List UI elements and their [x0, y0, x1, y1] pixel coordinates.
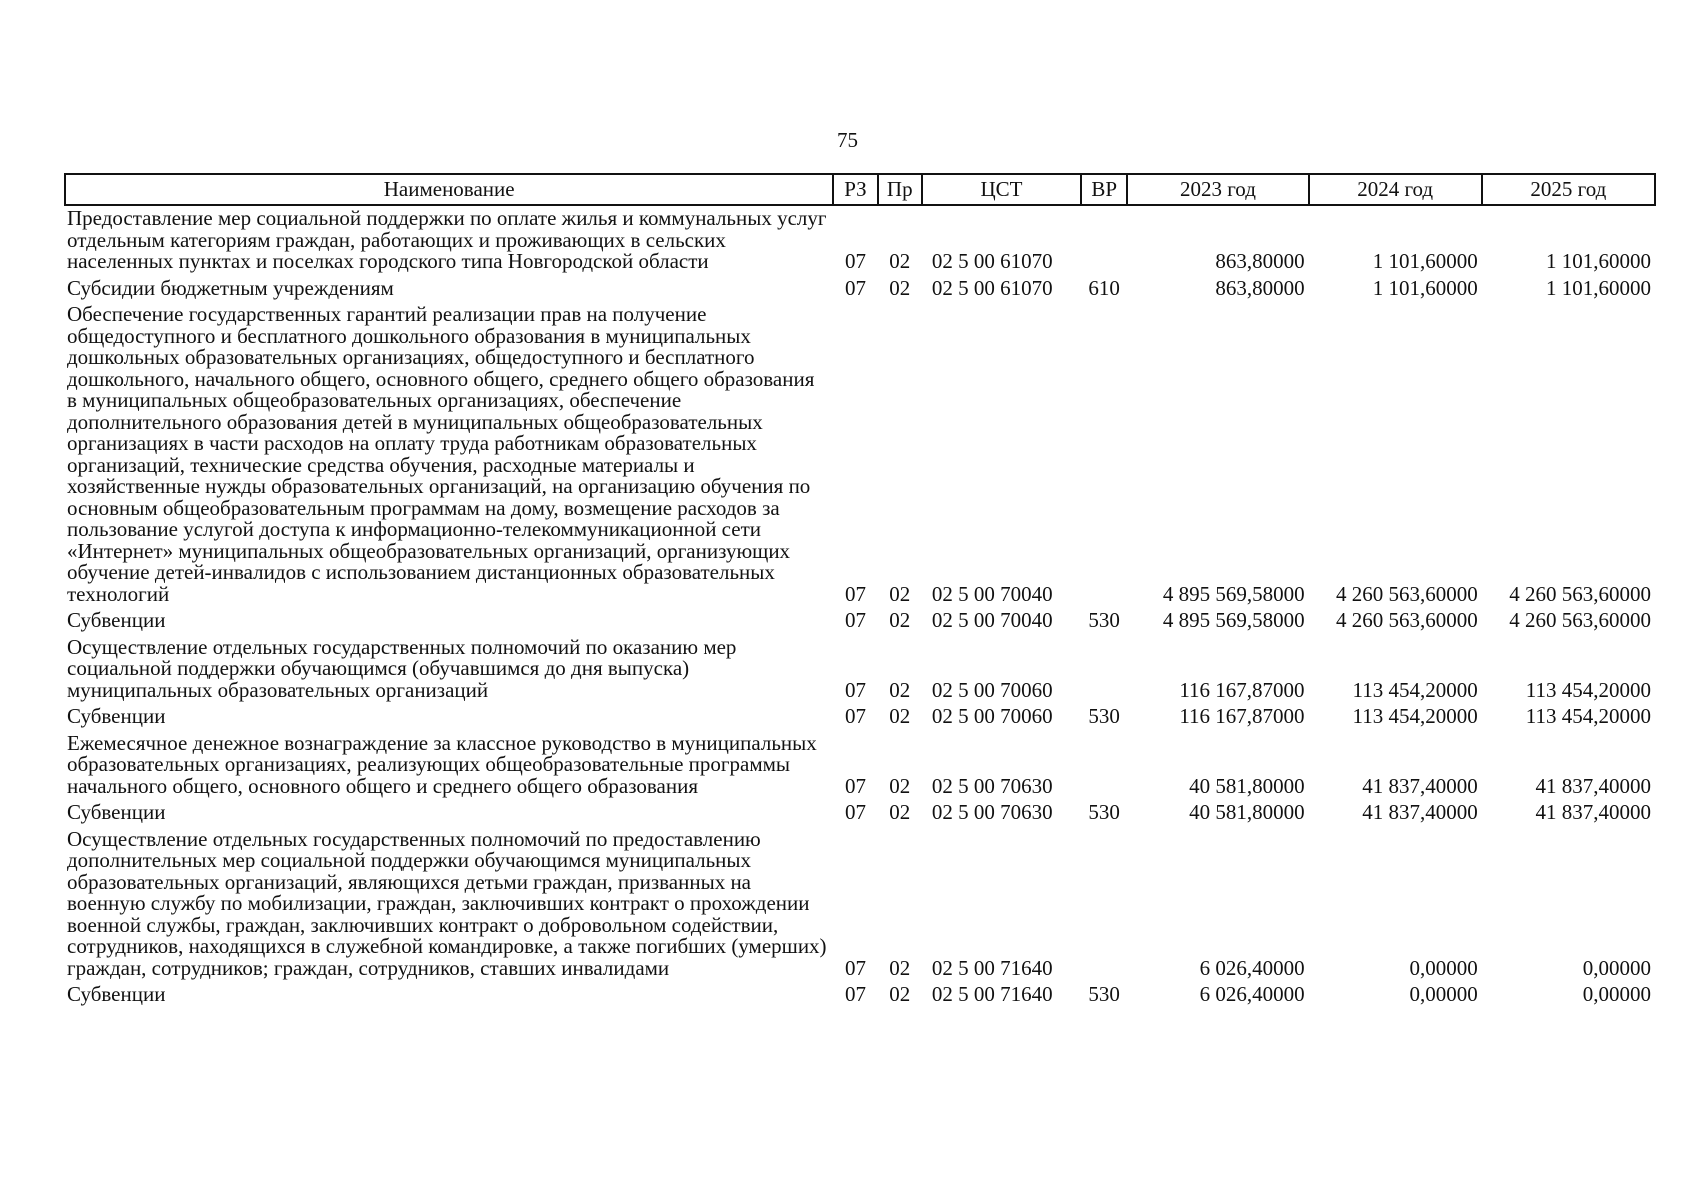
- row-2025: 4 260 563,60000: [1509, 581, 1651, 606]
- row-2024: 4 260 563,60000: [1336, 608, 1478, 632]
- row-2024: 41 837,40000: [1362, 773, 1478, 798]
- row-cst: 02 5 00 70060: [931, 677, 1053, 702]
- row-2023: 863,80000: [1215, 249, 1305, 273]
- row-vr: [1081, 827, 1127, 983]
- row-vr: [1081, 731, 1127, 801]
- row-cst: 02 5 00 70630: [931, 773, 1053, 798]
- row-rz: 07: [844, 249, 866, 273]
- row-pr: 02: [889, 955, 911, 980]
- row-pr: 02: [889, 275, 911, 300]
- row-rz: 07: [844, 773, 866, 798]
- table-row: [65, 827, 1655, 983]
- row-vr: [1081, 635, 1127, 705]
- table-row: [65, 205, 1655, 276]
- row-pr: 02: [889, 608, 911, 632]
- row-2024: 0,00000: [1409, 982, 1478, 1006]
- table-body: [65, 205, 1655, 1009]
- row-pr: 02: [889, 677, 911, 702]
- table-row: [65, 800, 1655, 827]
- header-row: [65, 174, 1655, 205]
- budget-table: [64, 173, 1656, 1009]
- row-2025: 0,00000: [1582, 982, 1651, 1006]
- row-2025: 41 837,40000: [1535, 800, 1651, 824]
- row-name: Ежемесячное денежное вознаграждение за классное руководство в муниципальных образовательных организациях, реализующих общеобразовательные программы начального общего, основного общего и среднего общего образования: [67, 730, 817, 798]
- row-name: Субвенции: [67, 982, 166, 1006]
- row-2023: 40 581,80000: [1189, 773, 1305, 798]
- header-2023: 2023 год: [1127, 174, 1308, 205]
- header-2024: 2024 год: [1309, 174, 1482, 205]
- row-2025: 1 101,60000: [1546, 249, 1651, 273]
- row-rz: 07: [844, 275, 866, 300]
- row-cst: 02 5 00 70630: [931, 800, 1053, 824]
- row-2023: 40 581,80000: [1189, 800, 1305, 824]
- row-name: Субвенции: [67, 608, 166, 632]
- row-cst: 02 5 00 71640: [931, 982, 1053, 1006]
- row-vr: [1081, 302, 1127, 608]
- row-2024: 1 101,60000: [1372, 275, 1478, 300]
- header-vr: ВР: [1081, 174, 1127, 205]
- header-name: Наименование: [65, 174, 833, 205]
- header-pr: Пр: [878, 174, 922, 205]
- row-2023: 116 167,87000: [1179, 704, 1305, 728]
- row-2025: 41 837,40000: [1535, 773, 1651, 798]
- row-2025: 1 101,60000: [1546, 275, 1651, 300]
- page-number: 75: [837, 128, 858, 152]
- row-rz: 07: [844, 982, 866, 1006]
- row-2023: 4 895 569,58000: [1162, 581, 1305, 606]
- row-2024: 113 454,20000: [1352, 677, 1478, 702]
- row-2025: 113 454,20000: [1525, 704, 1651, 728]
- row-vr: 530: [1088, 608, 1120, 632]
- row-rz: 07: [844, 800, 866, 824]
- header-cst: ЦСТ: [922, 174, 1081, 205]
- row-name: Предоставление мер социальной поддержки по оплате жилья и коммунальных услуг отдельным категориям граждан, работающих и проживающих в сельских населенных пунктах и поселках городского типа Новгородской области: [67, 206, 827, 273]
- row-2025: 4 260 563,60000: [1509, 608, 1651, 632]
- table-row: [65, 276, 1655, 303]
- row-vr: 530: [1088, 982, 1120, 1006]
- table-row: [65, 731, 1655, 801]
- row-rz: 07: [844, 704, 866, 728]
- header-rz: РЗ: [833, 174, 877, 205]
- header-2025: 2025 год: [1482, 174, 1655, 205]
- table-header: [65, 174, 1655, 205]
- row-vr: 530: [1088, 800, 1120, 824]
- row-pr: 02: [889, 581, 911, 606]
- row-2023: 116 167,87000: [1179, 677, 1305, 702]
- row-cst: 02 5 00 61070: [931, 275, 1053, 300]
- row-vr: 530: [1088, 704, 1120, 728]
- row-pr: 02: [889, 773, 911, 798]
- row-vr: 610: [1088, 275, 1120, 300]
- row-pr: 02: [889, 800, 911, 824]
- table-row: [65, 635, 1655, 705]
- row-vr: [1081, 205, 1127, 276]
- row-pr: 02: [889, 982, 911, 1006]
- row-2023: 863,80000: [1215, 275, 1305, 300]
- row-cst: 02 5 00 70060: [931, 704, 1053, 728]
- row-2023: 6 026,40000: [1199, 982, 1305, 1006]
- row-2024: 4 260 563,60000: [1336, 581, 1478, 606]
- row-cst: 02 5 00 61070: [931, 249, 1053, 273]
- row-name: Осуществление отдельных государственных полномочий по предоставлению дополнительных мер социальной поддержки обучающимся муниципальных образовательных организаций, являющихся детьми граждан, призванных на военную службу по мобилизации, граждан, заключивших контракт о прохождении военной службы, граждан, заключивших контракт о добровольном содействии, сотрудников, находящихся в служебной командировке, а также погибших (умерших) граждан, сотрудников; граждан, сотрудников, ставших инвалидами: [67, 826, 827, 980]
- row-rz: 07: [844, 677, 866, 702]
- table-row: [65, 982, 1655, 1009]
- row-name: Обеспечение государственных гарантий реализации прав на получение общедоступного и бесплатного дошкольного образования в муниципальных дошкольных образовательных организациях, общедоступного и бесплатного дошкольного, начального общего, основного общего, среднего общего образования в муниципальных общеобразовательных организациях, обеспечение дополнительного образования детей в муниципальных общеобразовательных организациях в части расходов на оплату труда работникам образовательных организаций, технические средства обучения, расходные материалы и хозяйственные нужды образовательных организаций, на организацию обучения по основным общеобразовательным программам на дому, возмещение расходов за пользование услугой доступа к информационно-телекоммуникационной сети «Интернет» муниципальных общеобразовательных организаций, организующих обучение детей-инвалидов с использованием дистанционных образовательных технологий: [67, 302, 815, 606]
- row-cst: 02 5 00 70040: [931, 581, 1053, 606]
- row-name: Осуществление отдельных государственных полномочий по оказанию мер социальной поддержки обучающимся (обучавшимся до дня выпуска) муниципальных образовательных организаций: [67, 634, 737, 702]
- row-2024: 41 837,40000: [1362, 800, 1478, 824]
- row-name: Субвенции: [67, 704, 166, 728]
- row-2024: 0,00000: [1409, 955, 1478, 980]
- row-pr: 02: [889, 704, 911, 728]
- table-row: [65, 704, 1655, 731]
- row-name: Субсидии бюджетным учреждениям: [67, 275, 394, 300]
- row-2025: 113 454,20000: [1525, 677, 1651, 702]
- row-2023: 6 026,40000: [1199, 955, 1305, 980]
- row-cst: 02 5 00 71640: [931, 955, 1053, 980]
- row-cst: 02 5 00 70040: [931, 608, 1053, 632]
- table-row: [65, 608, 1655, 635]
- row-2024: 1 101,60000: [1372, 249, 1478, 273]
- row-2024: 113 454,20000: [1352, 704, 1478, 728]
- row-2025: 0,00000: [1582, 955, 1651, 980]
- row-name: Субвенции: [67, 800, 166, 824]
- row-rz: 07: [844, 608, 866, 632]
- row-pr: 02: [889, 249, 911, 273]
- row-2023: 4 895 569,58000: [1162, 608, 1305, 632]
- row-rz: 07: [844, 955, 866, 980]
- table-row: [65, 302, 1655, 608]
- row-rz: 07: [844, 581, 866, 606]
